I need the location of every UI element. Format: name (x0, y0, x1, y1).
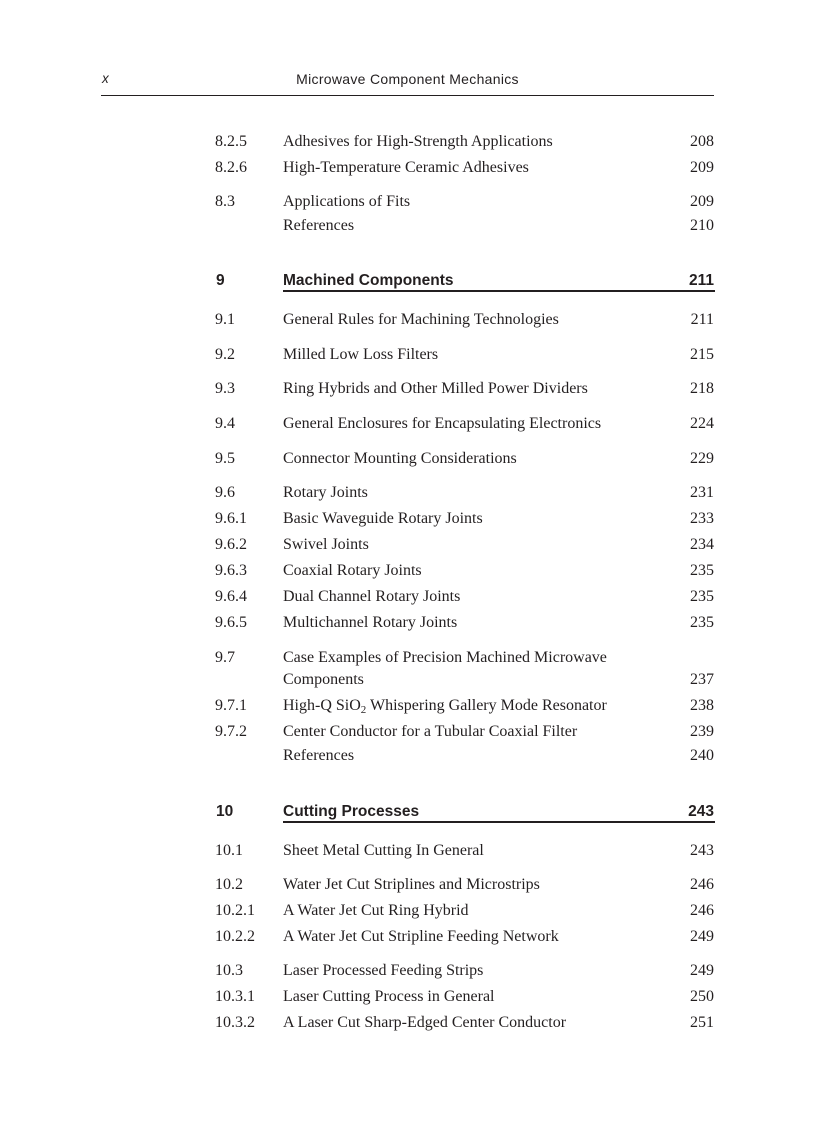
section-number: 9.4 (215, 415, 235, 432)
section-number: 10.1 (215, 842, 243, 859)
page-ref: 249 (690, 962, 714, 979)
section-number: 8.2.5 (215, 133, 247, 150)
chapter-rule (283, 821, 715, 823)
subscript: 2 (360, 704, 367, 716)
section-number: 8.2.6 (215, 159, 247, 176)
page-ref: 250 (690, 988, 714, 1005)
section-title: Milled Low Loss Filters (283, 346, 439, 363)
page-ref: 238 (690, 697, 714, 714)
chapter-number: 10 (216, 803, 234, 820)
section-title: Case Examples of Precision Machined Microwave (283, 649, 607, 666)
section-title: Dual Channel Rotary Joints (283, 588, 461, 605)
page-ref: 209 (690, 159, 714, 176)
page-ref: 251 (690, 1014, 714, 1031)
section-number: 9.3 (215, 380, 235, 397)
section-number: 9.6.2 (215, 536, 247, 553)
section-title: Coaxial Rotary Joints (283, 562, 422, 579)
page-ref: 240 (690, 747, 714, 764)
section-number: 10.2.1 (215, 902, 255, 919)
section-number: 9.6 (215, 484, 235, 501)
section-title: General Enclosures for Encapsulating Electronics (283, 415, 602, 432)
section-title: Sheet Metal Cutting In General (283, 842, 484, 859)
page-ref: 229 (690, 450, 714, 467)
section-number: 9.6.1 (215, 510, 247, 527)
section-number: 9.7 (215, 649, 235, 666)
page-ref: 235 (690, 614, 714, 631)
chapter-number: 9 (216, 272, 225, 289)
section-title: Swivel Joints (283, 536, 369, 553)
section-title: A Water Jet Cut Ring Hybrid (283, 902, 469, 919)
page-ref: 246 (690, 876, 714, 893)
section-title: Ring Hybrids and Other Milled Power Dividers (283, 380, 588, 397)
page-number: x (102, 71, 109, 86)
section-title: Laser Cutting Process in General (283, 988, 495, 1005)
chapter-title: Cutting Processes (283, 803, 420, 820)
chapter-title: Machined Components (283, 272, 454, 289)
page-ref: 231 (690, 484, 714, 501)
page-ref: 235 (690, 562, 714, 579)
section-title: Connector Mounting Considerations (283, 450, 517, 467)
section-title: References (283, 217, 355, 234)
section-number: 9.7.1 (215, 697, 247, 714)
page-ref: 218 (690, 380, 714, 397)
section-number: 9.6.4 (215, 588, 247, 605)
section-title: Applications of Fits (283, 193, 411, 210)
section-title: References (283, 747, 355, 764)
page-ref: 237 (690, 671, 714, 688)
page-ref: 239 (690, 723, 714, 740)
page-ref: 249 (690, 928, 714, 945)
section-number: 9.2 (215, 346, 235, 363)
section-title: Center Conductor for a Tubular Coaxial Filter (283, 723, 578, 740)
page-ref: 215 (690, 346, 714, 363)
section-number: 9.1 (215, 311, 235, 328)
section-number: 10.3.1 (215, 988, 255, 1005)
title-part: Whispering Gallery Mode Resonator (366, 697, 607, 714)
title-part: High-Q SiO (283, 697, 361, 714)
page-ref: 235 (690, 588, 714, 605)
section-number: 9.6.5 (215, 614, 247, 631)
page-ref: 243 (688, 803, 714, 820)
chapter-rule (283, 290, 715, 292)
section-number: 10.2.2 (215, 928, 255, 945)
section-title: Rotary Joints (283, 484, 368, 501)
page-ref: 210 (690, 217, 714, 234)
section-title: Basic Waveguide Rotary Joints (283, 510, 483, 527)
page-ref: 243 (690, 842, 714, 859)
page-ref: 209 (690, 193, 714, 210)
section-title (283, 696, 607, 720)
page-ref: 208 (690, 133, 714, 150)
page-ref: 246 (690, 902, 714, 919)
section-title: Water Jet Cut Striplines and Microstrips (283, 876, 540, 893)
section-title-continued: Components (283, 671, 364, 688)
section-number: 10.3 (215, 962, 243, 979)
section-title: A Water Jet Cut Stripline Feeding Network (283, 928, 559, 945)
section-title: Adhesives for High-Strength Applications (283, 133, 553, 150)
section-title: Multichannel Rotary Joints (283, 614, 458, 631)
running-title: Microwave Component Mechanics (296, 71, 519, 87)
page-ref: 233 (690, 510, 714, 527)
section-number: 9.6.3 (215, 562, 247, 579)
page-header (101, 62, 714, 96)
section-number: 8.3 (215, 193, 235, 210)
section-title: General Rules for Machining Technologies (283, 311, 559, 328)
section-title: Laser Processed Feeding Strips (283, 962, 484, 979)
section-number: 10.3.2 (215, 1014, 255, 1031)
page-ref: 211 (690, 311, 714, 328)
section-title: A Laser Cut Sharp-Edged Center Conductor (283, 1014, 567, 1031)
section-number: 9.5 (215, 450, 235, 467)
page-ref: 211 (688, 272, 714, 289)
section-number: 9.7.2 (215, 723, 247, 740)
section-title: High-Temperature Ceramic Adhesives (283, 159, 529, 176)
section-number: 10.2 (215, 876, 243, 893)
page-ref: 234 (690, 536, 714, 553)
page-ref: 224 (690, 415, 714, 432)
